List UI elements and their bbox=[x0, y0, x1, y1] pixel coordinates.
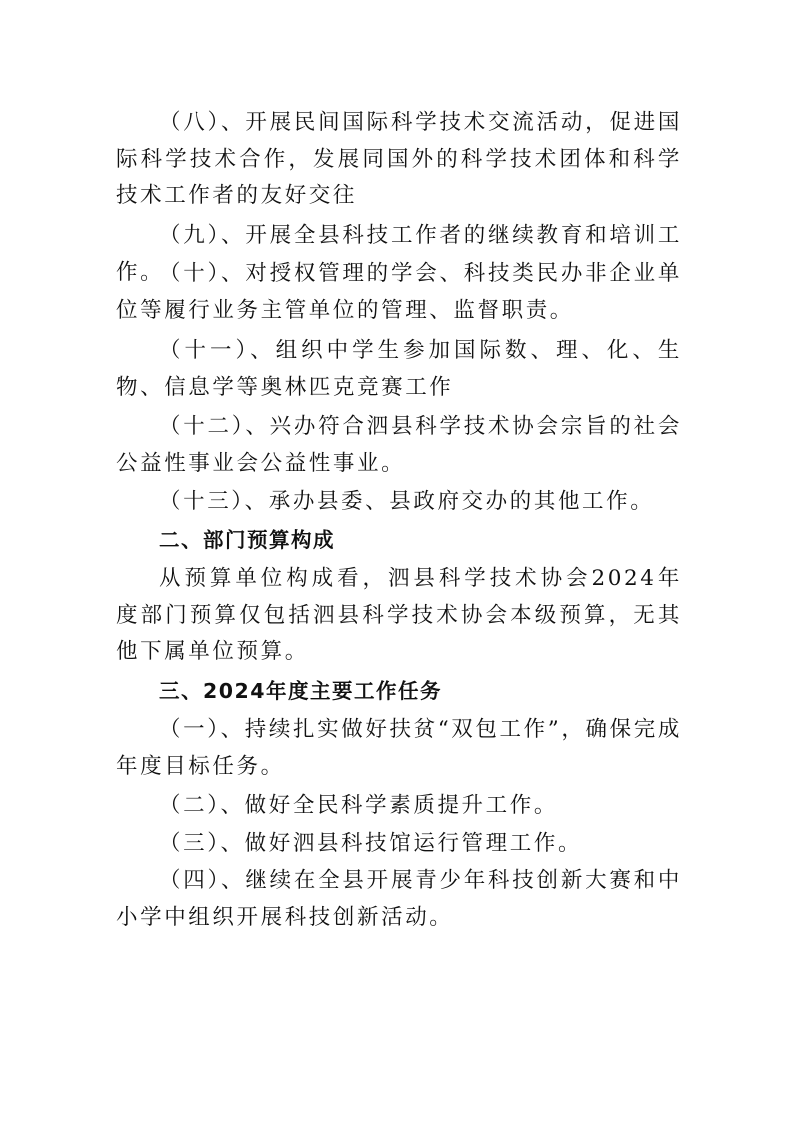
paragraph-item-12: （十二）、兴办符合泗县科学技术协会宗旨的社会公益性事业会公益性事业。 bbox=[116, 414, 682, 476]
paragraph-item-9: （九）、开展全县科技工作者的继续教育和培训工作。 bbox=[116, 223, 682, 285]
paragraph-item-13: （十三）、承办县委、县政府交办的其他工作。 bbox=[159, 489, 655, 514]
budget-composition-paragraph: 从预算单位构成看，泗县科学技术协会2024年度部门预算仅包括泗县科学技术协会本级预算，无其他下属单位预算。 bbox=[116, 566, 682, 664]
paragraph-item-8: （八）、开展民间国际科学技术交流活动，促进国际科学技术合作，发展同国外的科学技术团体和科学技术工作者的友好交往 bbox=[116, 110, 682, 208]
task-item-2: （二）、做好全民科学素质提升工作。 bbox=[159, 793, 558, 818]
task-item-3: （三）、做好泗县科技馆运行管理工作。 bbox=[159, 831, 583, 856]
task-item-4: （四）、继续在全县开展青少年科技创新大赛和中小学中组织开展科技创新活动。 bbox=[116, 868, 682, 930]
task-item-1: （一）、持续扎实做好扶贫“双包工作”，确保完成年度目标任务。 bbox=[116, 717, 682, 779]
section-heading-main-tasks: 三、2024年度主要工作任务 bbox=[159, 679, 443, 703]
section-heading-budget-composition: 二、部门预算构成 bbox=[159, 528, 335, 552]
paragraph-item-11: （十一）、组织中学生参加国际数、理、化、生物、信息学等奥林匹克竞赛工作 bbox=[116, 338, 682, 400]
paragraph-item-10: （十）、对授权管理的学会、科技类民办非企业单位等履行业务主管单位的管理、监督职责。 bbox=[116, 261, 682, 323]
